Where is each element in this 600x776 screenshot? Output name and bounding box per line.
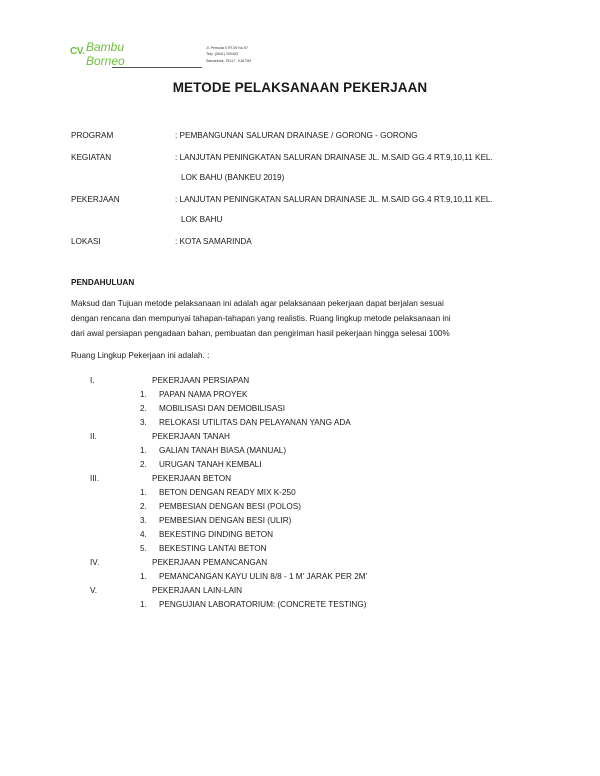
scope-numeral: I.: [90, 376, 95, 385]
scope-item-number: 3.: [140, 516, 147, 525]
scope-item-number: 1.: [140, 488, 147, 497]
paragraph-line: dengan rencana dan mempunyai tahapan-tahapan yang realistis. Ruang lingkup metode pelaksanaan ini: [71, 314, 451, 323]
info-label: KEGIATAN: [71, 153, 112, 162]
paragraph-line: Maksud dan Tujuan metode pelaksanaan ini adalah agar pelaksanaan pekerjaan dapat berjalan sesuai: [71, 299, 444, 308]
scope-item: URUGAN TANAH KEMBALI: [159, 460, 262, 469]
scope-item-number: 2.: [140, 460, 147, 469]
company-logo: [70, 40, 128, 76]
logo-line-1: Bambu: [86, 40, 125, 54]
scope-category: PEKERJAAN BETON: [152, 474, 232, 483]
address-line: Telp. (0541) 200403: [206, 52, 238, 57]
info-label: PEKERJAAN: [71, 195, 120, 204]
info-value-continued: LOK BAHU: [181, 215, 223, 224]
section-heading: PENDAHULUAN: [71, 278, 135, 287]
info-label: LOKASI: [71, 237, 101, 246]
scope-category: PEKERJAAN LAIN-LAIN: [152, 586, 243, 595]
logo-prefix: CV.: [70, 46, 85, 57]
info-value: : PEMBANGUNAN SALURAN DRAINASE / GORONG - GORONG: [175, 131, 418, 140]
scope-numeral: IV.: [90, 558, 100, 567]
scope-numeral: V.: [90, 586, 97, 595]
logo-line-2: Borneo: [86, 54, 125, 68]
scope-item-number: 1.: [140, 390, 147, 399]
scope-numeral: II.: [90, 432, 97, 441]
address-line: Samarinda, 75117 - KALTIM: [206, 58, 252, 63]
scope-numeral: III.: [90, 474, 100, 483]
scope-item-number: 1.: [140, 572, 147, 581]
scope-item-number: 1.: [140, 446, 147, 455]
scope-item: GALIAN TANAH BIASA (MANUAL): [159, 446, 287, 455]
scope-intro: Ruang Lingkup Pekerjaan ini adalah. :: [71, 351, 210, 360]
company-address: [206, 45, 252, 64]
letterhead-divider: [112, 67, 202, 68]
info-value: : LANJUTAN PENINGKATAN SALURAN DRAINASE JL. M.SAID GG.4 RT.9,10,11 KEL.: [175, 153, 493, 162]
scope-item: RELOKASI UTILITAS DAN PELAYANAN YANG ADA: [159, 418, 351, 427]
scope-item-number: 1.: [140, 600, 147, 609]
scope-category: PEKERJAAN PEMANCANGAN: [152, 558, 268, 567]
scope-item-number: 4.: [140, 530, 147, 539]
address-line: Jl. Pemuda II RT.09 No.97: [206, 46, 248, 50]
scope-item-number: 2.: [140, 502, 147, 511]
scope-item: PENGUJIAN LABORATORIUM: (CONCRETE TESTING): [159, 600, 367, 609]
info-value: : KOTA SAMARINDA: [175, 237, 252, 246]
scope-category: PEKERJAAN TANAH: [152, 432, 230, 441]
scope-item: PEMANCANGAN KAYU ULIN 8/8 - 1 M' JARAK PER 2M': [159, 572, 368, 581]
document-title: METODE PELAKSANAAN PEKERJAAN: [172, 80, 428, 95]
scope-item: BEKESTING LANTAI BETON: [159, 544, 267, 553]
info-value-continued: LOK BAHU (BANKEU 2019): [181, 173, 285, 182]
info-value: : LANJUTAN PENINGKATAN SALURAN DRAINASE JL. M.SAID GG.4 RT.9,10,11 KEL.: [175, 195, 493, 204]
info-label: PROGRAM: [71, 131, 114, 140]
scope-item: MOBILISASI DAN DEMOBILISASI: [159, 404, 286, 413]
paragraph-line: dari awal persiapan pengadaan bahan, pembuatan dan pengiriman hasil pekerjaan hingga selesai 100%: [71, 329, 450, 338]
scope-item-number: 3.: [140, 418, 147, 427]
scope-item: PEMBESIAN DENGAN BESI (POLOS): [159, 502, 301, 511]
scope-item: BEKESTING DINDING BETON: [159, 530, 274, 539]
scope-item: PAPAN NAMA PROYEK: [159, 390, 248, 399]
scope-item-number: 2.: [140, 404, 147, 413]
scope-item-number: 5.: [140, 544, 147, 553]
intro-paragraph: [71, 296, 541, 341]
scope-item: PEMBESIAN DENGAN BESI (ULIR): [159, 516, 292, 525]
scope-category: PEKERJAAN PERSIAPAN: [152, 376, 250, 385]
scope-item: BETON DENGAN READY MIX K-250: [159, 488, 296, 497]
